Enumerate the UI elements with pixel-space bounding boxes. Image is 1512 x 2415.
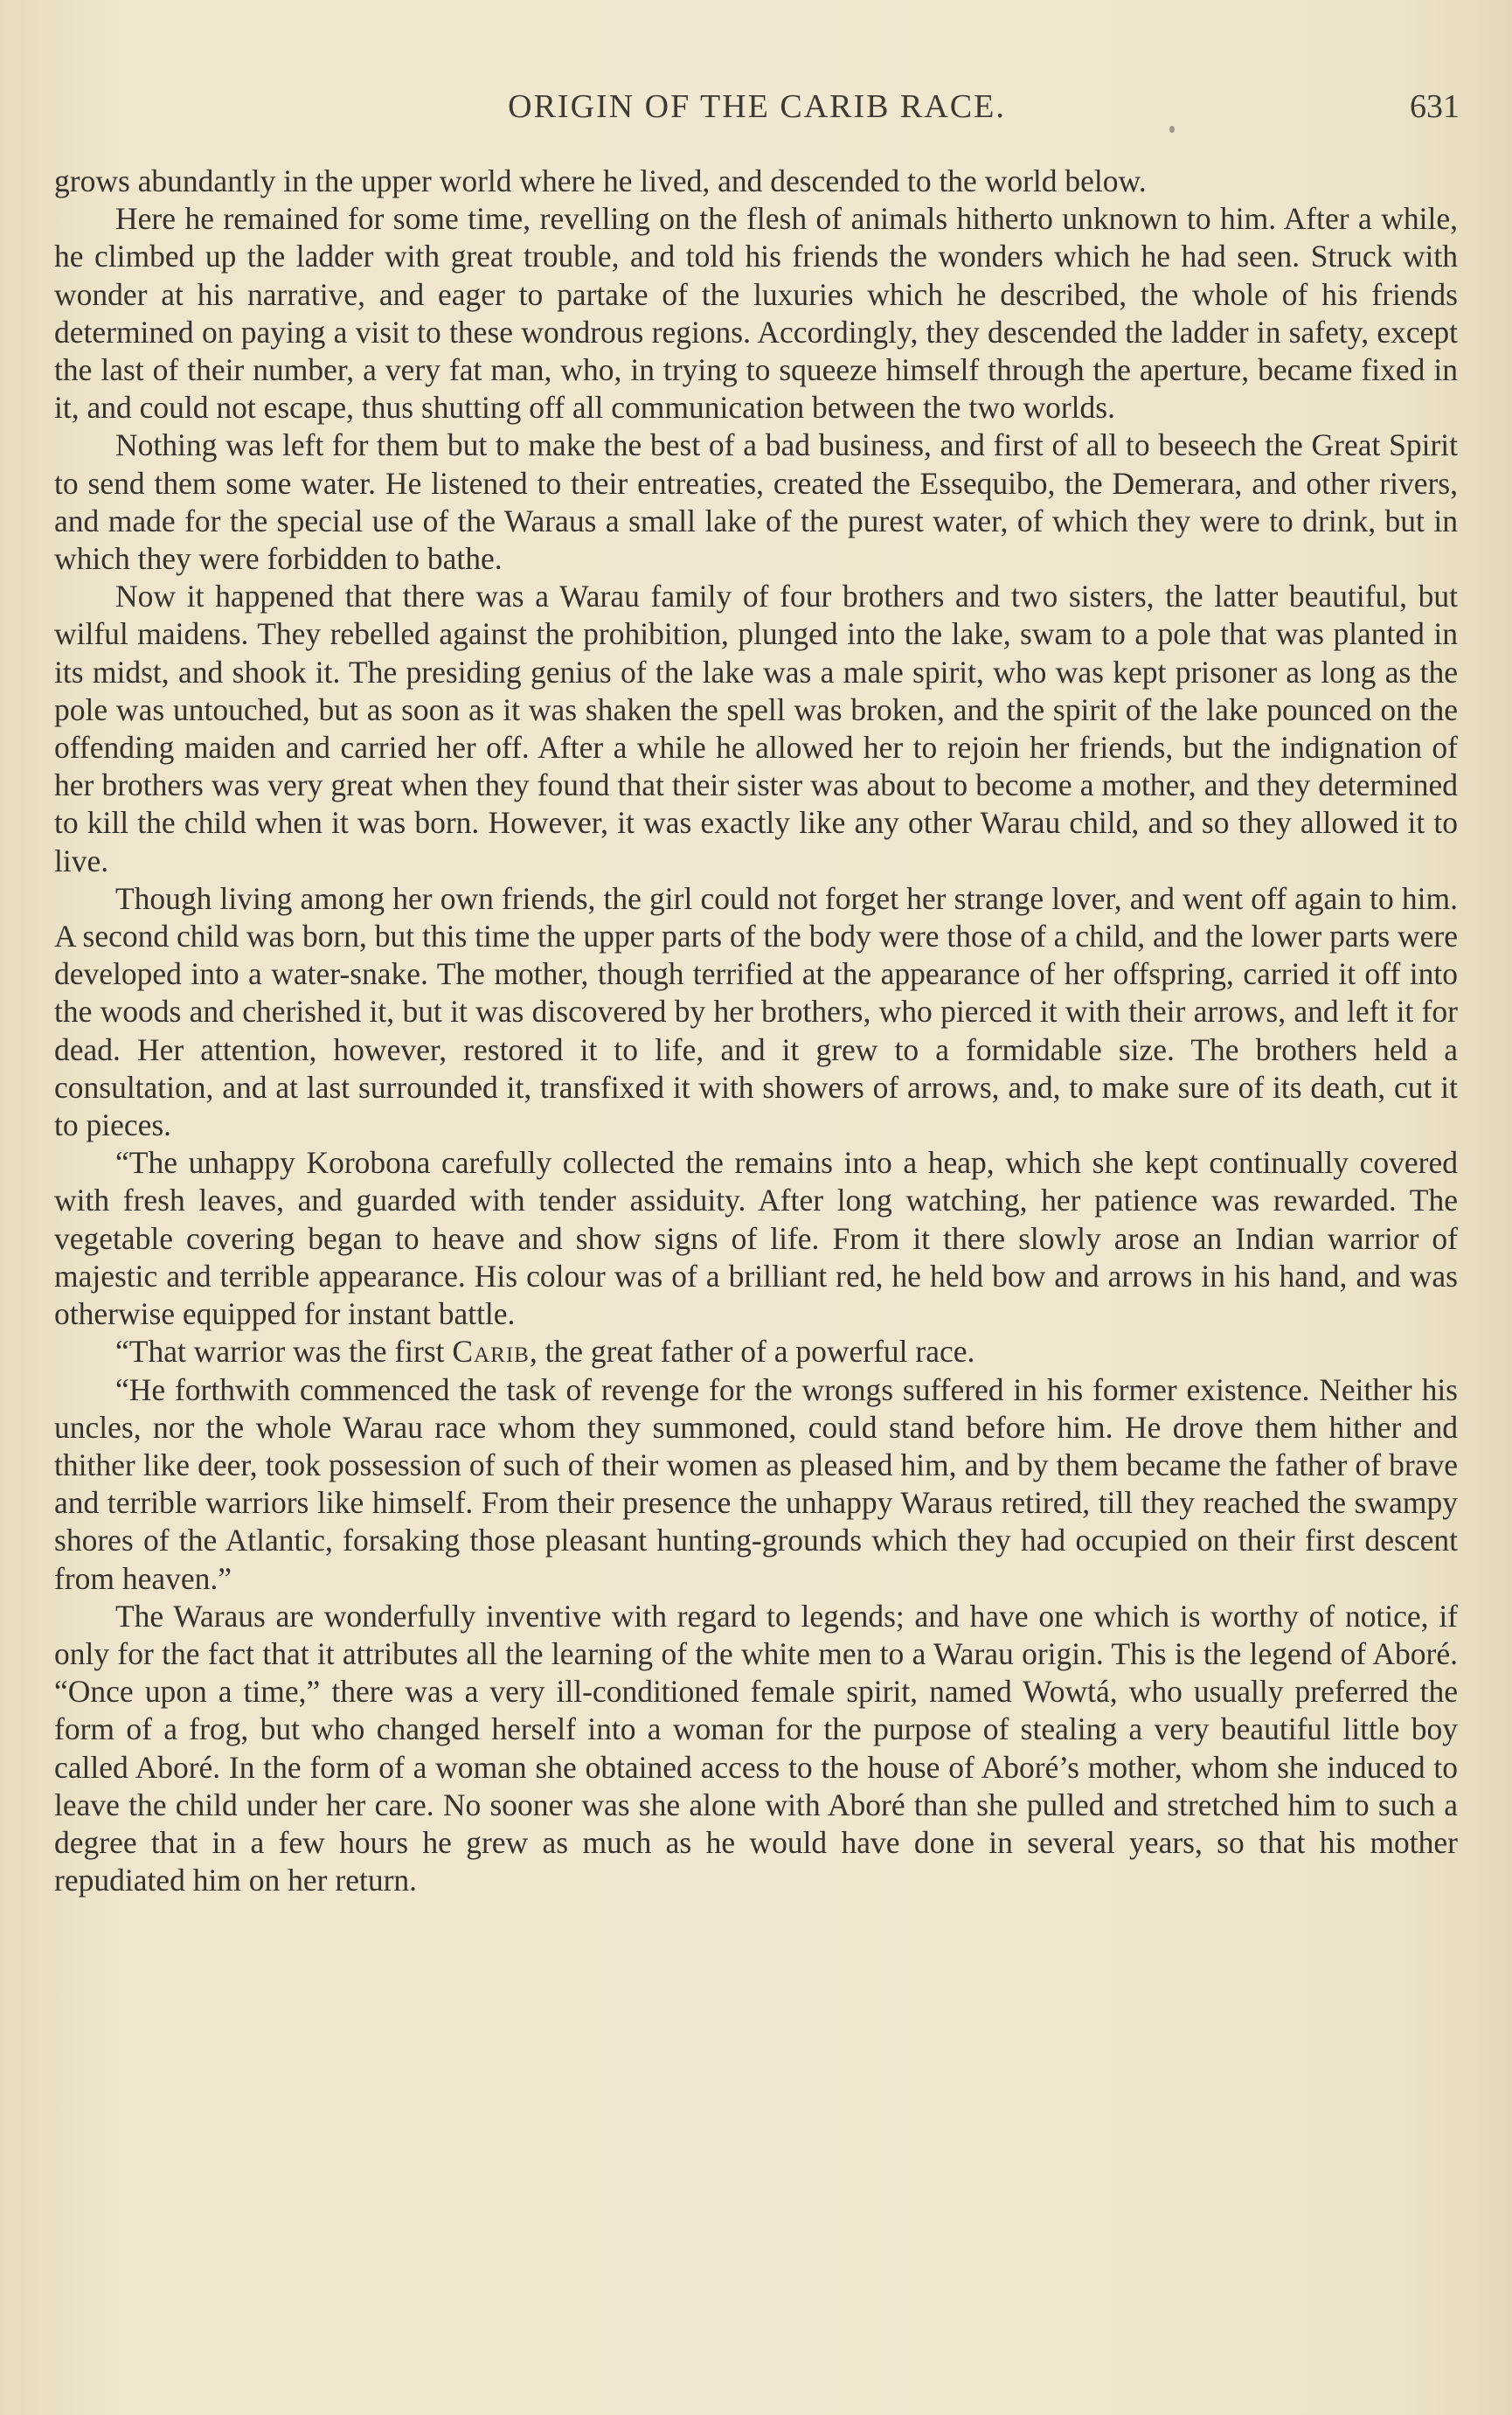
paragraph: Though living among her own friends, the girl could not forget her strange lover, and went off again to him. A second child was born, but this time the upper parts of the body were those of a child, and the lower parts were developed into a water-snake. The mother, though terrified at the appearance of her offspring, carried it off into the woods and cherished it, but it was discovered by her brothers, who pierced it with their arrows, and left it for dead. Her attention, however, restored it to life, and it grew to a formidable size. The brothers held a consultation, and at last surrounded it, transfixed it with showers of arrows, and, to make sure of its death, cut it to pieces. <box>54 880 1458 1143</box>
running-head: ORIGIN OF THE CARIB RACE. <box>508 88 1006 125</box>
body-text <box>54 163 1458 1899</box>
carib-sentence-end: , the great father of a powerful race. <box>529 1334 975 1370</box>
quoted-paragraph-carib <box>54 1333 1458 1371</box>
carib-sentence-start: “That warrior was the first <box>115 1334 453 1370</box>
paragraph: Now it happened that there was a Warau family of four brothers and two sisters, the latter beautiful, but wilful maidens. They rebelled against the prohibition, plunged into the lake, swam to a pole that was planted in its midst, and shook it. The presiding genius of the lake was a male spirit, who was kept prisoner as long as the pole was untouched, but as soon as it was shaken the spell was broken, and the spirit of the lake pounced on the offending maiden and carried her off. After a while he allowed her to rejoin her friends, but the indignation of her brothers was very great when they found that their sister was about to become a mother, and they determined to kill the child when it was born. However, it was exactly like any other Warau child, and so they allowed it to live. <box>54 579 1458 878</box>
paragraph: The Waraus are wonderfully inventive with regard to legends; and have one which is worthy of notice, if only for the fact that it attributes all the learning of the white men to a Warau origin. This is the legend of Aboré. “Once upon a time,” there was a very ill-conditioned female spirit, named Wowtá, who usually preferred the form of a frog, but who changed herself into a woman for the purpose of stealing a very beautiful little boy called Aboré. In the form of a woman she obtained access to the house of Aboré’s mother, whom she induced to leave the child under her care. No sooner was she alone with Aboré than she pulled and stretched him to such a degree that in a few hours he grew as much as he would have done in several years, so that his mother repudiated him on her return. <box>54 1598 1458 1898</box>
carib-name: Carib <box>452 1334 530 1370</box>
quoted-paragraph: “He forthwith commenced the task of revenge for the wrongs suffered in his former existence. Neither his uncles, nor the whole Warau race whom they summoned, could stand before him. He drove them hither and thither like deer, took possession of such of their women as pleased him, and by them became the father of brave and terrible warriors like himself. From their presence the unhappy Waraus retired, till they reached the swampy shores of the Atlantic, forsaking those pleasant hunting-grounds which they had occupied on their first descent from heaven.” <box>54 1371 1458 1596</box>
paragraph: Nothing was left for them but to make the best of a bad business, and first of all to beseech the Great Spirit to send them some water. He listened to their entreaties, created the Essequibo, the Demerara, and other rivers, and made for the special use of the Waraus a small lake of the purest water, of which they were to drink, but in which they were forbidden to bathe. <box>54 427 1458 577</box>
page-header <box>54 84 1460 136</box>
paragraph-continued: grows abundantly in the upper world where he lived, and descended to the world below. <box>54 163 1147 198</box>
page-number: 631 <box>1410 88 1460 125</box>
quoted-paragraph: “The unhappy Korobona carefully collected the remains into a heap, which she kept continually covered with fresh leaves, and guarded with tender assiduity. After long watching, her patience was rewarded. The vegetable covering began to heave and show signs of life. From it there slowly arose an Indian warrior of majestic and terrible appearance. His colour was of a brilliant red, he held bow and arrows in his hand, and was otherwise equipped for instant battle. <box>54 1145 1458 1332</box>
paragraph: Here he remained for some time, revelling on the flesh of animals hitherto unknown to him. After a while, he climbed up the ladder with great trouble, and told his friends the wonders which he had seen. Struck with wonder at his narrative, and eager to partake of the luxuries which he described, the whole of his friends determined on paying a visit to these wondrous regions. Accordingly, they descended the ladder in safety, except the last of their number, a very fat man, who, in trying to squeeze himself through the aperture, became fixed in it, and could not escape, thus shutting off all communication between the two worlds. <box>54 201 1458 426</box>
